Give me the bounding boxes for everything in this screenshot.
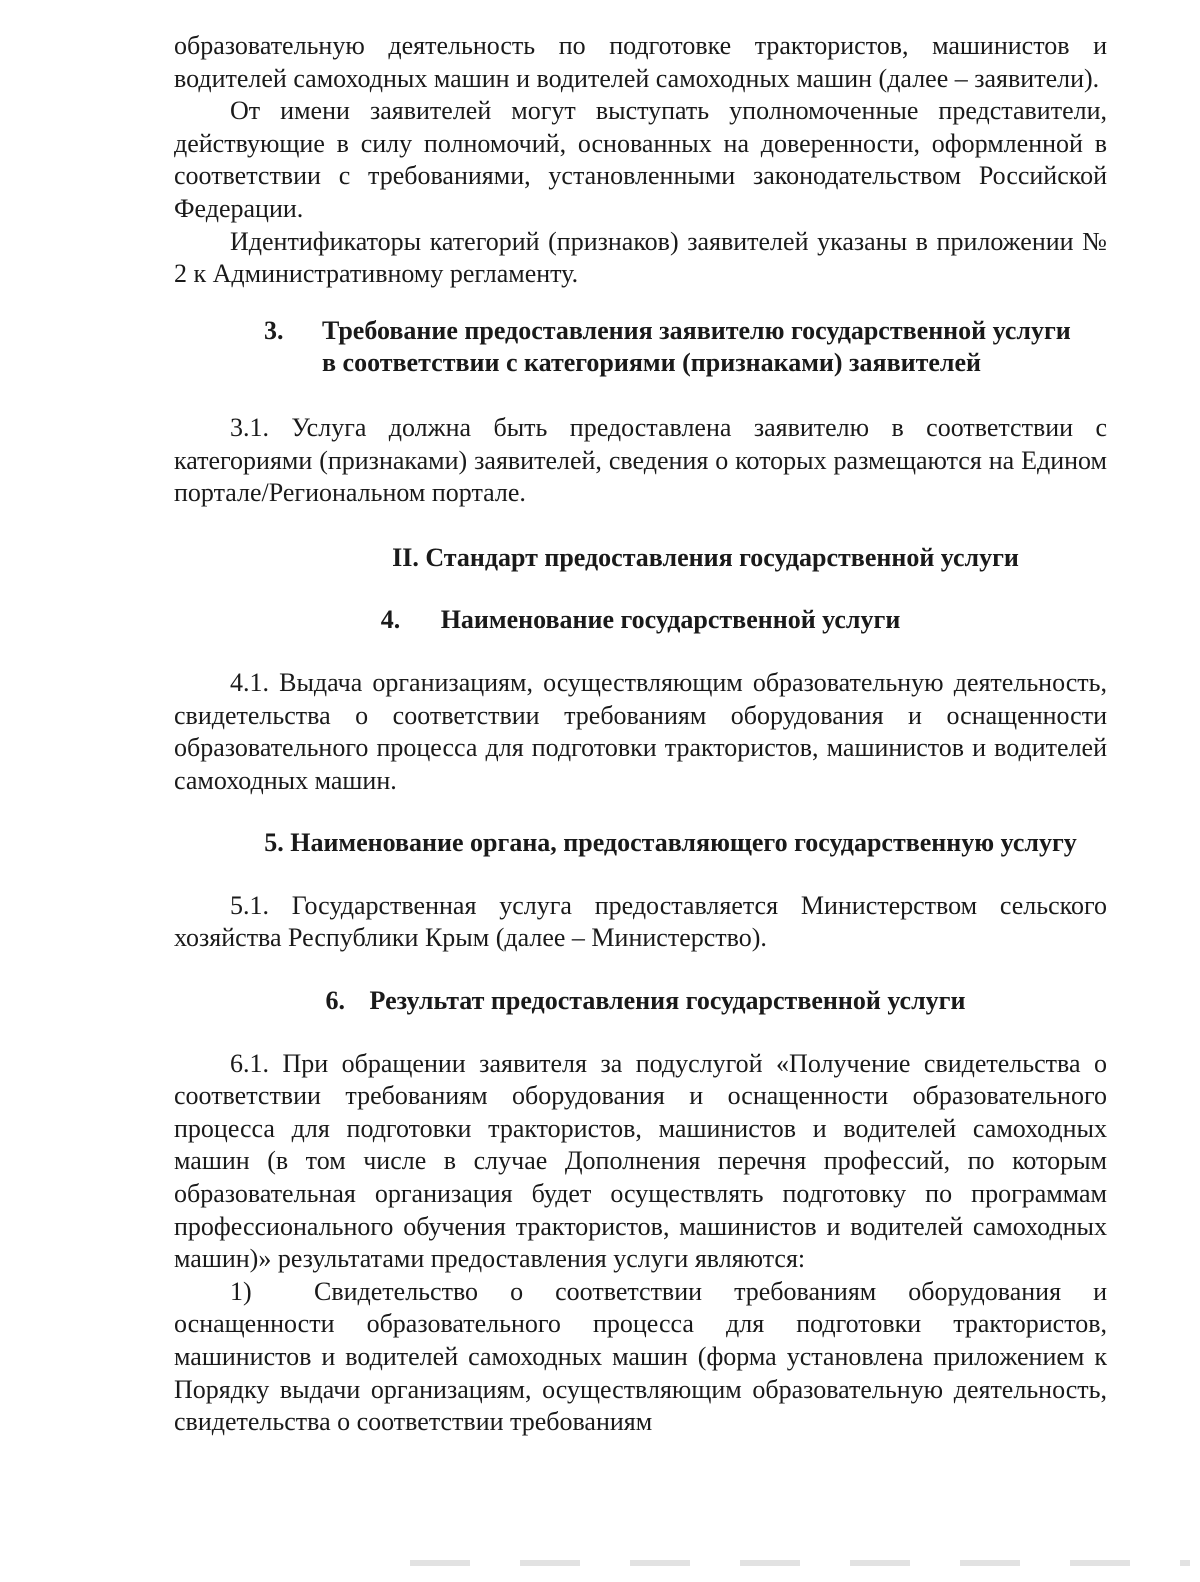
document-page	[174, 30, 1107, 1439]
paragraph-4-1: 4.1. Выдача организациям, осуществляющим образовательную деятельность, свидетельства о соответствии требованиям оборудования и оснащенности образовательного процесса для подготовки трактористов, машинистов и водителей самоходных машин.	[174, 667, 1107, 795]
section-4-number: 4.	[380, 605, 401, 635]
scan-edge-artifact	[410, 1560, 1190, 1566]
paragraph-3-1: 3.1. Услуга должна быть предоставлена заявителю в соответствии с категориями (признаками) заявителей, сведения о которых размещаются на Едином портале/Региональном портале.	[174, 412, 1107, 508]
section-4-heading	[174, 604, 1107, 637]
section-6-title: Результат предоставления государственной услуги	[369, 986, 966, 1016]
paragraph-identifiers: Идентификаторы категорий (признаков) заявителей указаны в приложении № 2 к Административному регламенту.	[174, 226, 1107, 289]
section-4-title: Наименование государственной услуги	[440, 605, 901, 635]
list-item-1	[174, 1276, 1107, 1439]
list-item-1-text: Свидетельство о соответствии требованиям оборудования и оснащенности образовательного процесса для подготовки трактористов, машинистов и водителей самоходных машин (форма установлена приложением к Порядку выдачи организациям, осуществляющим образовательную деятельность, свидетельства о соответствии требованиям	[174, 1276, 1107, 1437]
section-6-heading	[174, 985, 1107, 1018]
section-3-title: Требование предоставления заявителю государственной услуги в соответствии с категориями (признаками) заявителей	[322, 315, 1071, 378]
paragraph-6-1: 6.1. При обращении заявителя за подуслугой «Получение свидетельства о соответствии требованиям оборудования и оснащенности образовательного процесса для подготовки трактористов, машинистов и водителей самоходных машин (в том числе в случае Дополнения перечня профессий, по которым образовательная организация будет осуществлять подготовку по программам профессионального обучения трактористов, машинистов и водителей самоходных машин)» результатами предоставления услуги являются:	[174, 1048, 1107, 1274]
paragraph-applicants: образовательную деятельность по подготовке трактористов, машинистов и водителей самоходных машин и водителей самоходных машин (далее – заявители).	[174, 31, 1107, 93]
list-item-1-marker: 1)	[230, 1276, 252, 1306]
part-2-heading: II. Стандарт предоставления государственной услуги	[392, 542, 1019, 572]
section-6-number: 6.	[325, 986, 346, 1016]
section-3-heading	[264, 315, 1084, 380]
paragraph-representatives: От имени заявителей могут выступать уполномоченные представители, действующие в силу полномочий, основанных на доверенности, оформленной в соответствии с требованиями, установленными законодательством Российской Федерации.	[174, 96, 1107, 223]
section-3-number: 3.	[264, 315, 284, 345]
paragraph-5-1: 5.1. Государственная услуга предоставляется Министерством сельского хозяйства Республики Крым (далее – Министерство).	[174, 890, 1107, 953]
section-5-heading: 5. Наименование органа, предоставляющего государственную услугу	[264, 828, 1077, 858]
